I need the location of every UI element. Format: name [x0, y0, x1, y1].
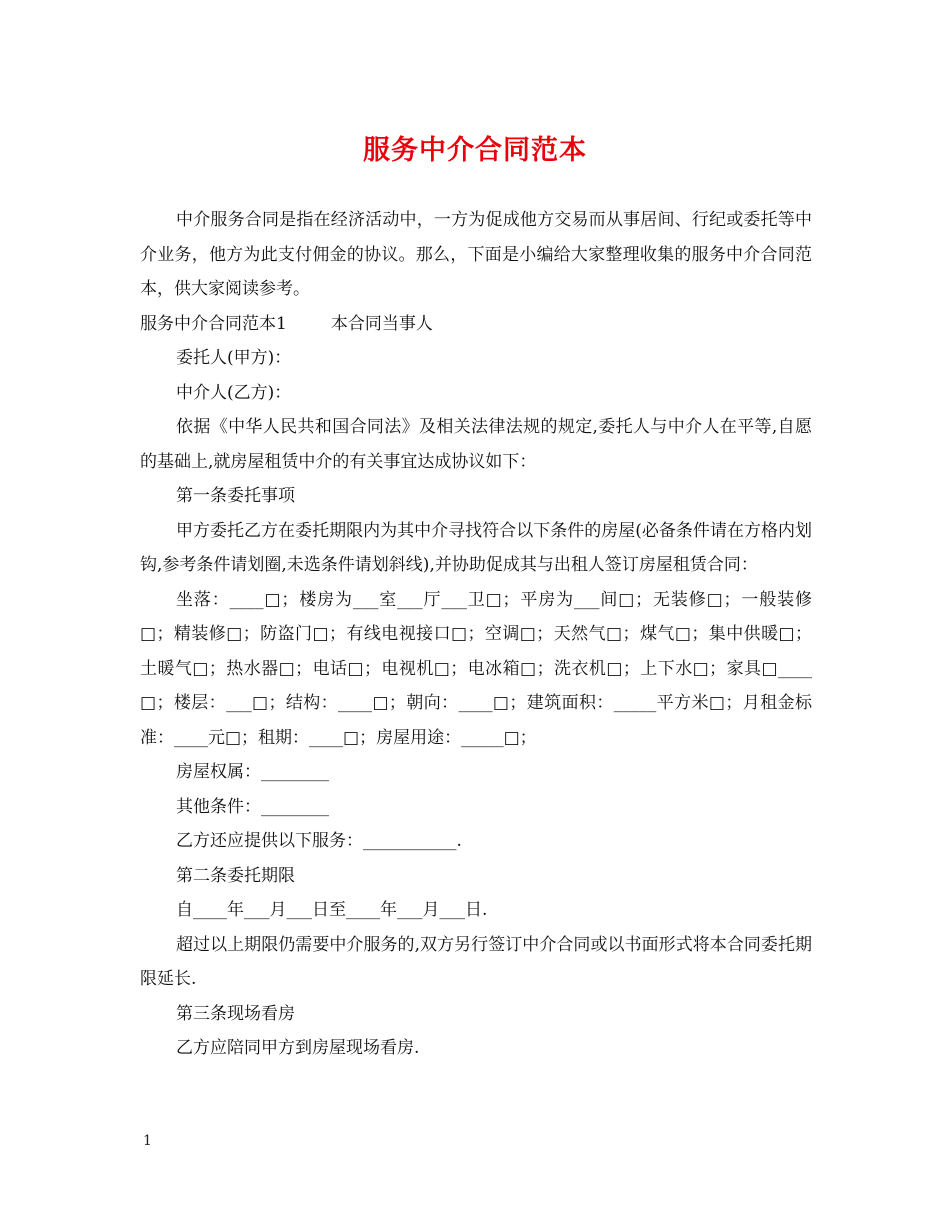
- viewing-line: 乙方应陪同甲方到房屋现场看房.: [176, 1038, 420, 1058]
- basis-paragraph: 依据《中华人民共和国合同法》及相关法律法规的规定,委托人与中介人在平等,自愿的基础上,就房屋租赁中介的有关事宜达成协议如下：: [140, 417, 812, 472]
- sample-heading-line: [140, 307, 812, 342]
- article-1-title: 第一条委托事项: [176, 486, 295, 506]
- other-conditions-line: 其他条件：________: [176, 796, 329, 817]
- party-a-line: 委托人(甲方)：: [176, 348, 292, 368]
- conditions-paragraph: 坐落：____□；楼房为___室___厅___卫□；平房为___间□；无装修□；一般装修□；精装修□；防盗门□；有线电视接口□；空调□；天然气□；煤气□；集中供暖□；土暖气□；热水器□；电话□；电视机□；电冰箱□；洗衣机□；上下水□；家具□____□；楼层：___□；结构：____□；朝向：____□；建筑面积：_____平方米□；月租金标准：____元□；租期：____□；房屋用途：_____□；: [140, 589, 812, 748]
- extra-service-line: 乙方还应提供以下服务：___________.: [176, 831, 462, 851]
- ownership-line: 房屋权属：________: [176, 762, 329, 782]
- extension-paragraph: 超过以上期限仍需要中介服务的,双方另行签订中介合同或以书面形式将本合同委托期限延长.: [140, 934, 812, 989]
- article-1-text: 甲方委托乙方在委托期限内为其中介寻找符合以下条件的房屋(必备条件请在方格内划钩,参考条件请划圈,未选条件请划斜线),并协助促成其与出租人签订房屋租赁合同：: [140, 520, 812, 575]
- intro-paragraph: 中介服务合同是指在经济活动中，一方为促成他方交易而从事居间、行纪或委托等中介业务，他方为此支付佣金的协议。那么，下面是小编给大家整理收集的服务中介合同范本，供大家阅读参考。: [140, 210, 812, 299]
- article-3-title: 第三条现场看房: [176, 1003, 295, 1024]
- document-title: 服务中介合同范本: [363, 135, 587, 166]
- sample-heading: 服务中介合同范本1: [140, 313, 287, 334]
- document-body: [140, 203, 812, 1066]
- page-number: 1: [143, 1133, 152, 1149]
- party-b-line: 中介人(乙方)：: [176, 382, 292, 403]
- article-2-title: 第二条委托期限: [176, 865, 295, 886]
- parties-heading: 本合同当事人: [330, 313, 433, 334]
- period-line: 自____年___月___日至____年___月___日.: [176, 900, 488, 920]
